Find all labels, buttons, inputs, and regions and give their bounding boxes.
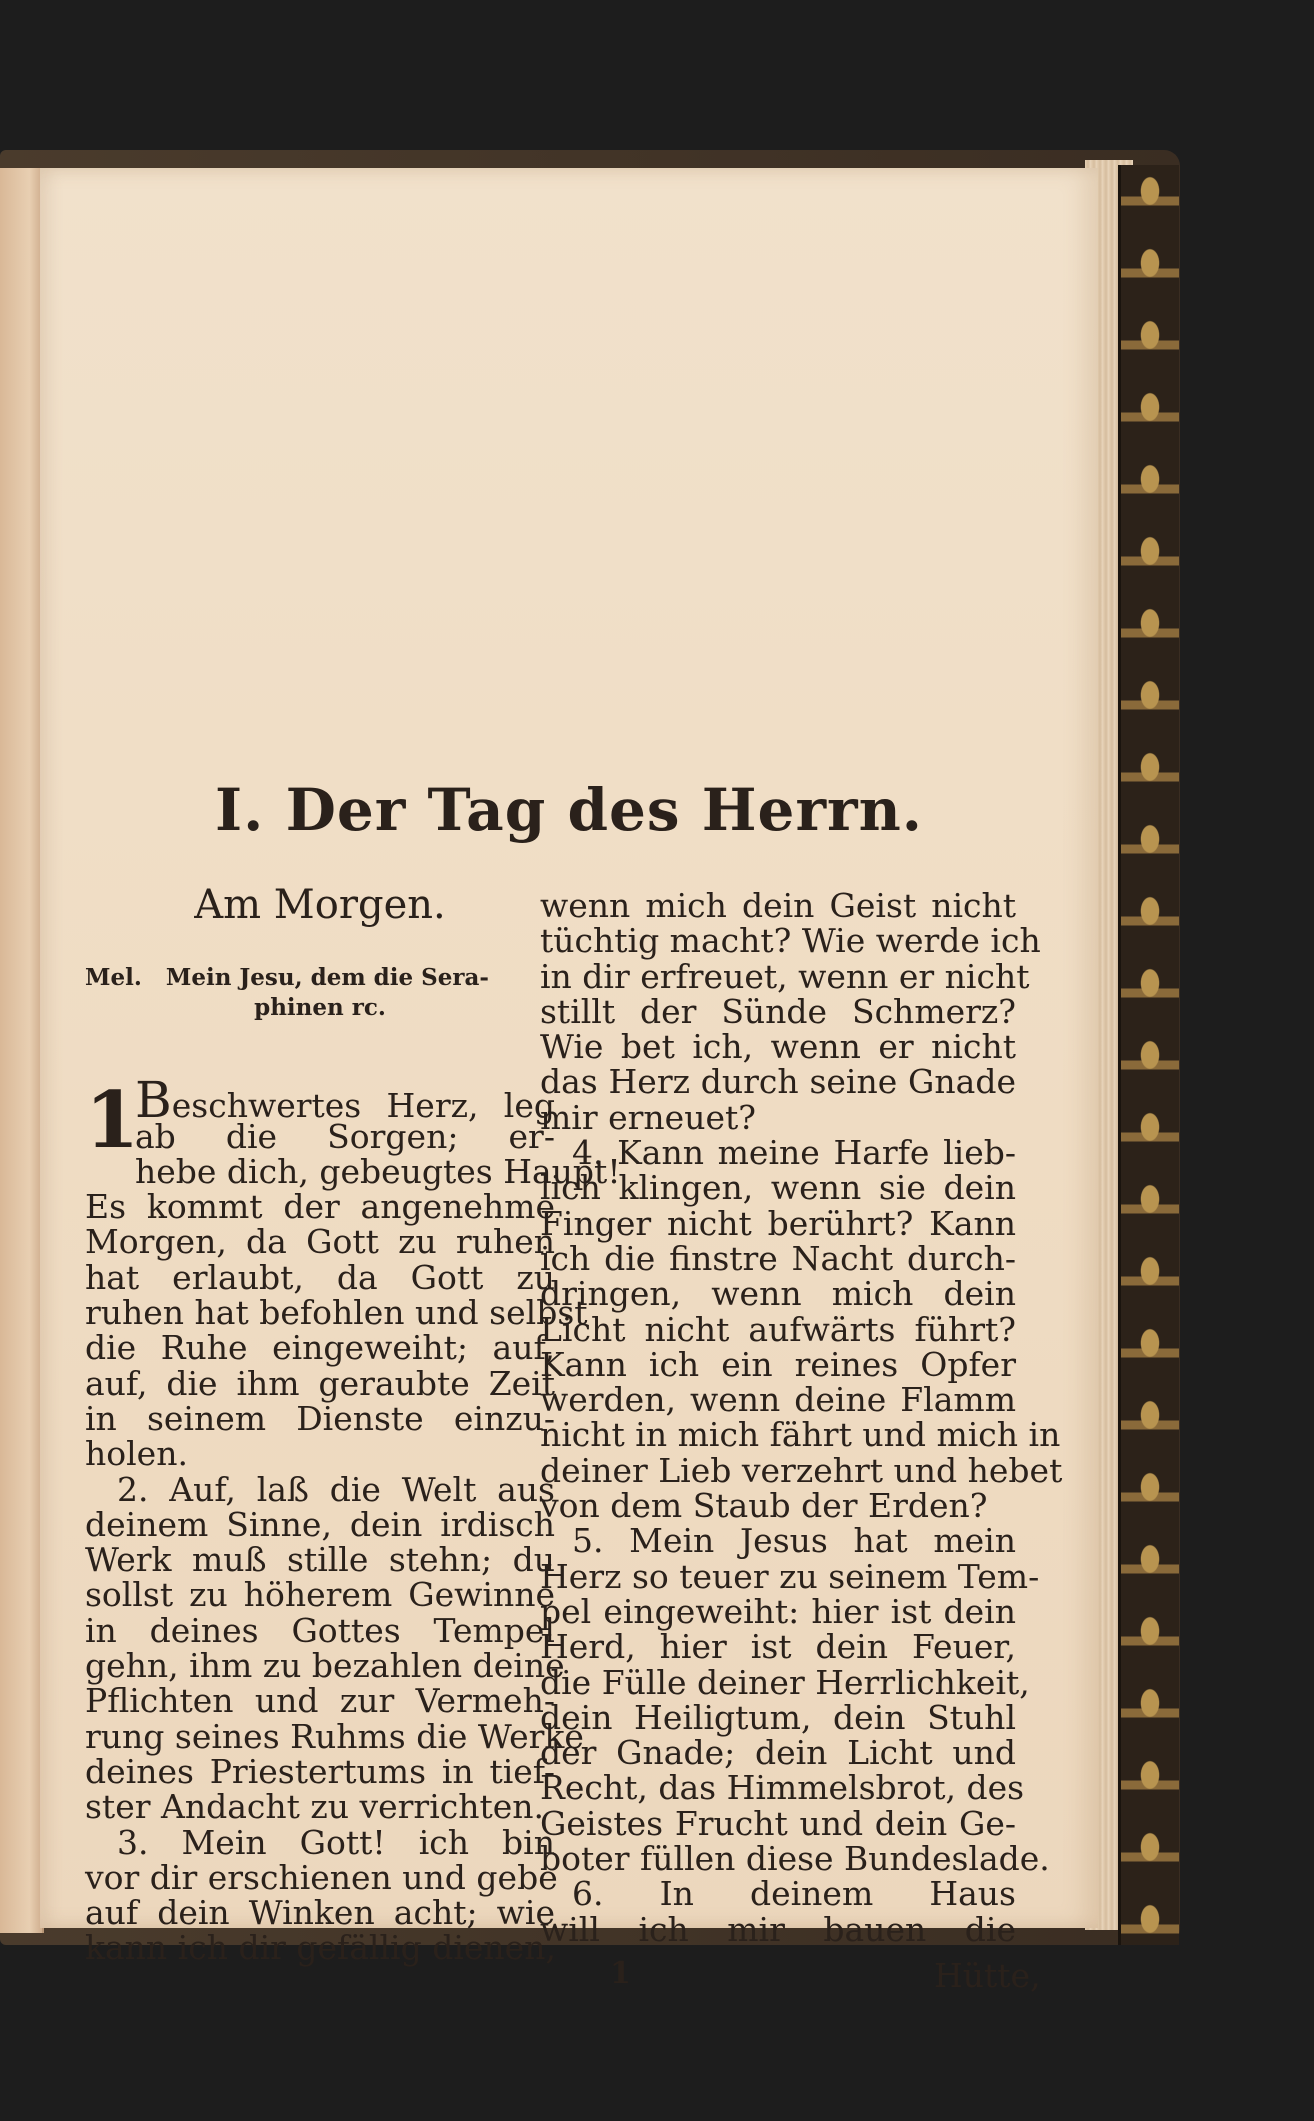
text-line: Morgen, da Gott zu ruhen <box>85 1222 555 1262</box>
text-line: 2. Auf, laß die Welt aus <box>117 1469 555 1509</box>
text-line: rung seines Ruhms die Werke <box>85 1716 584 1756</box>
text-line: nicht in mich fährt und mich in <box>540 1415 1061 1455</box>
text-line: pel eingeweiht: hier ist dein <box>540 1591 1016 1631</box>
section-heading: Am Morgen. <box>194 882 446 928</box>
catchword: Hütte, <box>934 1956 1041 1995</box>
text-line: mir erneuet? <box>540 1097 756 1137</box>
right-column <box>540 886 1063 1949</box>
text-line: der Gnade; dein Licht und <box>540 1733 1016 1773</box>
text-line: Recht, das Himmelsbrot, des <box>540 1768 1025 1808</box>
text-line: holen. <box>85 1434 188 1474</box>
text-line: das Herz durch seine Gnade <box>540 1062 1016 1102</box>
text-line: hebe dich, gebeugtes Haupt! <box>135 1151 621 1191</box>
text-line: Herz so teuer zu seinem Tem- <box>540 1556 1040 1596</box>
text-line: Geistes Frucht und dein Ge- <box>540 1803 1016 1843</box>
text-line: Finger nicht berührt? Kann <box>540 1203 1016 1243</box>
text-line: gehn, ihm zu bezahlen deine <box>85 1646 565 1686</box>
text-line: hat erlaubt, da Gott zu <box>85 1257 555 1297</box>
melody-text-1: Mein Jesu, dem die Sera- <box>165 964 489 992</box>
text-line: die Fülle deiner Herrlichkeit, <box>540 1662 1030 1702</box>
text-line: ruhen hat befohlen und selbst <box>85 1293 588 1333</box>
page-number: 1 <box>610 1956 631 1991</box>
text-line: in seinem Dienste einzu- <box>85 1398 555 1438</box>
text-line: 3. Mein Gott! ich bin <box>117 1822 555 1862</box>
melody-line-2: phinen rc. <box>254 994 386 1022</box>
show-through-shadow <box>600 418 1020 678</box>
text-line: deiner Lieb verzehrt und hebet <box>540 1450 1063 1490</box>
text-line: sollst zu höherem Gewinne <box>85 1575 555 1615</box>
text-line: Es kommt der angenehme <box>85 1187 555 1227</box>
text-line: auf dein Winken acht; wie <box>85 1893 555 1933</box>
text-line-content: eschwertes Herz, leg <box>171 1086 555 1126</box>
text-line: tüchtig macht? Wie werde ich <box>540 921 1041 961</box>
text-line: Licht nicht aufwärts führt? <box>540 1309 1016 1349</box>
text-line: kann ich dir gefällig dienen, <box>85 1928 556 1968</box>
text-line: ab die Sorgen; er- <box>135 1116 555 1156</box>
text-line: 6. In deinem Haus <box>572 1874 1016 1914</box>
text-line: Wie bet ich, wenn er nicht <box>540 1027 1016 1067</box>
chapter-title: I. Der Tag des Herrn. <box>215 776 923 844</box>
text-line: auf, die ihm geraubte Zeit <box>85 1363 555 1403</box>
text-line: Herd, hier ist dein Feuer, <box>540 1627 1016 1667</box>
text-line: lich klingen, wenn sie dein <box>540 1168 1016 1208</box>
text-line: in dir erfreuet, wenn er nicht <box>540 956 1030 996</box>
text-line: Werk muß stille stehn; du <box>85 1540 555 1580</box>
text-line: dringen, wenn mich dein <box>540 1274 1016 1314</box>
book-page <box>40 168 1098 1995</box>
verse-1-opening <box>85 1071 555 1167</box>
text-line: deinem Sinne, dein irdisch <box>85 1504 555 1544</box>
text-line: ich die finstre Nacht durch- <box>540 1238 1016 1278</box>
text-line: Kann ich ein reines Opfer <box>540 1344 1016 1384</box>
text-line: vor dir erschienen und gebe <box>85 1857 558 1897</box>
text-line: von dem Staub der Erden? <box>540 1486 988 1526</box>
text-line: stillt der Sünde Schmerz? <box>540 991 1016 1031</box>
decorated-spine <box>1118 165 1179 1945</box>
verse-number-1: 1 <box>85 1075 140 1167</box>
text-line: ster Andacht zu verrichten. <box>85 1787 545 1827</box>
text-line: werden, wenn deine Flamm <box>540 1380 1016 1420</box>
initial-letter: B <box>135 1071 172 1130</box>
left-column <box>85 882 621 1968</box>
melody-line-1 <box>85 963 555 993</box>
text-line: 5. Mein Jesus hat mein <box>572 1521 1016 1561</box>
text-line: 4. Kann meine Harfe lieb- <box>572 1133 1016 1173</box>
text-line: wenn mich dein Geist nicht <box>540 886 1016 925</box>
text-line: in deines Gottes Tempel <box>85 1610 555 1650</box>
text-line: deines Priestertums in tief- <box>85 1751 555 1791</box>
text-line: Pflichten und zur Vermeh- <box>85 1681 555 1721</box>
text-line: dein Heiligtum, dein Stuhl <box>540 1697 1016 1737</box>
text-line: boter füllen diese Bundeslade. <box>540 1839 1050 1879</box>
melody-label: Mel. <box>85 964 142 992</box>
text-line: die Ruhe eingeweiht; auf, <box>85 1328 555 1368</box>
text-line: will ich mir bauen die <box>540 1909 1016 1949</box>
text-line <box>85 1071 555 1130</box>
left-page-edge <box>0 168 44 1933</box>
